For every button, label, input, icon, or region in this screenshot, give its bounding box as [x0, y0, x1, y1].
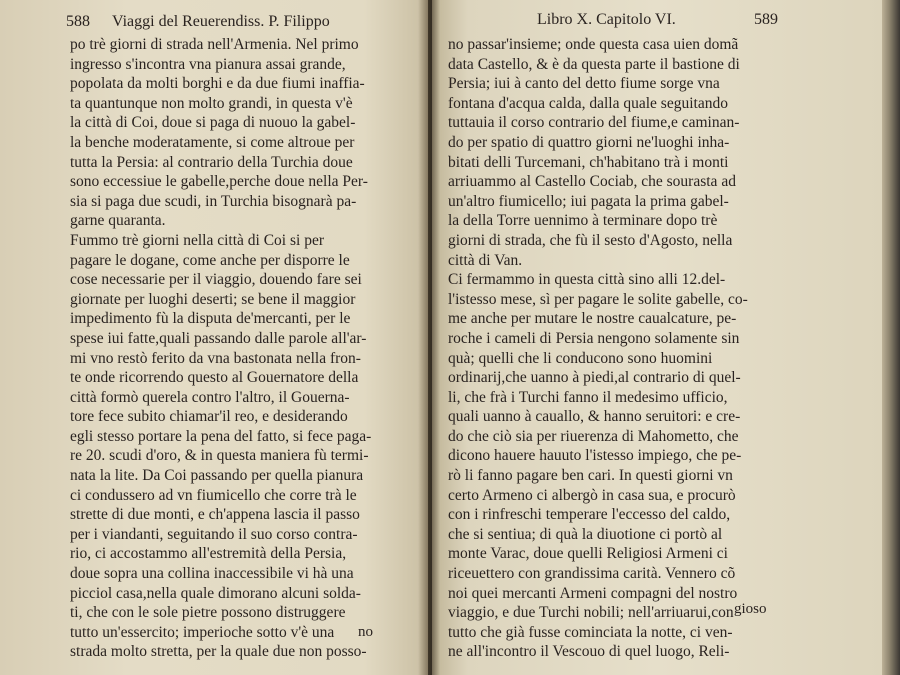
text-line: la della Torre uennimo à terminare dopo trè	[448, 212, 718, 230]
text-line: giornate per luoghi deserti; se bene il maggior	[70, 290, 356, 308]
page-edge	[882, 0, 900, 675]
text-line: ci condussero ad vn fiumicello che corre trà le	[70, 486, 357, 504]
text-line: Fummo trè giorni nella città di Coi si per	[70, 231, 324, 249]
text-line: monte Varac, doue quelli Religiosi Armeni ci	[448, 545, 728, 563]
text-line: cose necessarie per il viaggio, douendo fare sei	[70, 271, 362, 289]
left-catchword: no	[358, 624, 373, 640]
text-line: impedimento fù la disputa de'mercanti, per le	[70, 310, 351, 328]
text-line: rò li fanno pagare ben cari. In questi giorni vn	[448, 467, 733, 485]
text-line: Ci fermammo in questa città sino alli 12.del-	[448, 271, 726, 289]
text-line: tore fece subito chiamar'il reo, e desiderando	[70, 408, 348, 426]
text-line: li, che frà i Turchi fanno il medesimo ufficio,	[448, 388, 728, 406]
right-page	[432, 0, 882, 675]
left-page	[0, 0, 428, 675]
text-line: mi vno restò ferito da vna bastonata nella fron-	[70, 349, 361, 367]
text-line: quali uanno à cauallo, & hanno seruitori: e cre-	[448, 408, 741, 426]
text-line: Persia; iui à canto del detto fiume sorge vna	[448, 75, 720, 93]
text-line: ti, che con le sole pietre possono distruggere	[70, 604, 346, 622]
text-line: doue sopra una collina inaccessibile vi hà una	[70, 565, 354, 583]
text-line: ta quantunque non molto grandi, in questa v'è	[70, 94, 353, 112]
text-line: do che ciò sia per riuerenza di Mahometto, che	[448, 427, 739, 445]
text-line: tutto un'essercito; imperioche sotto v'è una	[70, 623, 335, 641]
text-line: noi quei mercanti Armeni compagni del nostro	[448, 584, 738, 602]
text-line: tutta la Persia: al contrario della Turchia doue	[70, 153, 353, 171]
text-line: tuttauia il corso contrario del fiume,e caminan-	[448, 114, 740, 132]
text-line: quà; quelli che li conducono sono huomini	[448, 349, 713, 367]
left-running-head: Viaggi del Reuerendiss. P. Filippo	[112, 13, 330, 30]
text-line: città formò querela contro l'altro, il Gouerna-	[70, 388, 350, 406]
text-line: viaggio, e due Turchi nobili; nell'arriuarui,con	[448, 604, 734, 622]
text-line: città di Van.	[448, 251, 523, 269]
text-line: certo Armeno ci albergò in casa sua, e procurò	[448, 486, 736, 504]
text-line: pagare le dogane, come anche per disporre le	[70, 251, 350, 269]
text-line: che si sentiua; di quà la diuotione ci portò al	[448, 525, 723, 543]
text-line: egli stesso portare la pena del fatto, si fece paga-	[70, 427, 372, 445]
text-line: strada molto stretta, per la quale due non posso-	[70, 643, 367, 661]
text-line: garne quaranta.	[70, 212, 166, 230]
text-line: arriuammo al Castello Cociab, che sourasta ad	[448, 173, 736, 191]
left-body-text	[70, 35, 410, 662]
text-line: ordinarij,che uanno à piedi,al contrario di quel-	[448, 369, 741, 387]
text-line: nata la lite. Da Coi passando per quella pianura	[70, 467, 364, 485]
text-line: sia si paga due scudi, in Turchia bisognarà pa-	[70, 192, 357, 210]
text-line: dicono hauere hauuto l'istesso impiego, che pe-	[448, 447, 742, 465]
text-line: fontana d'acqua calda, dalla quale seguitando	[448, 94, 728, 112]
text-line: riceuettero con grandissima carità. Vennero cõ	[448, 565, 736, 583]
text-line: la benche moderatamente, si come altroue per	[70, 133, 355, 151]
text-line: me anche per mutare le nostre caualcature, pe-	[448, 310, 737, 328]
text-line: te onde ricorrendo questo al Gouernatore della	[70, 369, 359, 387]
text-line: giorni di strada, che fù il sesto d'Agosto, nella	[448, 231, 733, 249]
text-line: sono eccessiue le gabelle,perche doue nella Per-	[70, 173, 368, 191]
text-line: picciol casa,nella quale dimorano alcuni solda-	[70, 584, 361, 602]
text-line: roche i cameli di Persia nengono solamente sin	[448, 329, 740, 347]
text-line: per i viandanti, seguitando il suo corso contra-	[70, 525, 358, 543]
text-line: do per spatio di quattro giorni ne'luoghi inha-	[448, 133, 730, 151]
text-line: spese iui fatte,quali passando dalle parole all'ar-	[70, 329, 367, 347]
text-line: un'altro fiumicello; iui pagata la prima gabel-	[448, 192, 729, 210]
left-page-number: 588	[66, 13, 90, 30]
text-line: strette di due monti, e ch'appena lascia il passo	[70, 506, 360, 524]
right-running-head: Libro X. Capitolo VI.	[537, 11, 676, 28]
text-line: rio, ci accostammo all'estremità della Persia,	[70, 545, 347, 563]
text-line: ingresso s'incontra vna pianura assai grande,	[70, 55, 346, 73]
text-line: po trè giorni di strada nell'Armenia. Nel primo	[70, 36, 359, 53]
right-page-number: 589	[754, 11, 778, 28]
text-line: ne all'incontro il Vescouo di quel luogo, Reli-	[448, 643, 730, 661]
book-gutter	[418, 0, 440, 675]
text-line: bitati delli Turcemani, ch'habitano trà i monti	[448, 153, 729, 171]
text-line: data Castello, & è da questa parte il bastione di	[448, 55, 740, 73]
text-line: l'istesso mese, sì per pagare le solite gabelle, co-	[448, 290, 748, 308]
text-line: popolata da molti borghi e da due fiumi inaffia-	[70, 75, 365, 93]
right-catchword: gioso	[734, 601, 767, 617]
text-line: con i rinfreschi temperare l'eccesso del caldo,	[448, 506, 731, 524]
text-line: re 20. scudi d'oro, & in questa maniera fù termi-	[70, 447, 369, 465]
text-line: tutto che già fusse cominciata la notte, ci ven-	[448, 623, 733, 641]
right-body-text	[448, 35, 828, 662]
text-line: no passar'insieme; onde questa casa uien domã	[448, 36, 739, 53]
text-line: la città di Coi, doue si paga di nuouo la gabel-	[70, 114, 356, 132]
